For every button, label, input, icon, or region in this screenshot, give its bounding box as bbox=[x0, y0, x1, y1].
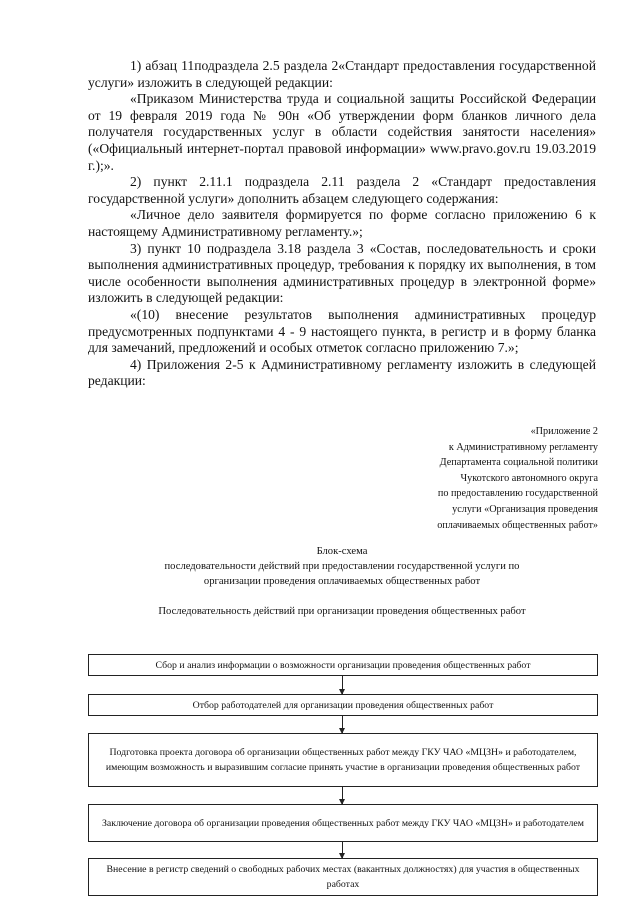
paragraph-7: 4) Приложения 2-5 к Административному регламенту изложить в следующей редакции: bbox=[88, 356, 596, 389]
flowchart-title-block bbox=[88, 544, 596, 619]
amendment-text bbox=[88, 58, 596, 390]
appendix-line: Чукотского автономного округа bbox=[460, 472, 598, 484]
appendix-header bbox=[358, 424, 598, 533]
paragraph-2: «Приказом Министерства труда и социальной защиты Российской Федерации от 19 февраля 2019 года № 90н «Об утверждении форм бланков личного дела получателя государственных услуг в области содействия занятости населения» («Официальный интернет-портал правовой информации» www.pravo.gov.ru 19.03.2019 г.);». bbox=[88, 91, 596, 173]
paragraph-6: «(10) внесение результатов выполнения административных процедур предусмотренных подпунктами 4 - 9 настоящего пункта, в регистр и в форму бланка для замечаний, предложений и особых отметок согласно приложению 7.»; bbox=[88, 306, 596, 356]
flow-step-2: Отбор работодателей для организации проведения общественных работ bbox=[88, 694, 598, 716]
flow-arrow bbox=[342, 787, 343, 804]
appendix-line: услуги «Организация проведения bbox=[452, 503, 598, 515]
flow-arrow bbox=[342, 842, 343, 858]
appendix-line: «Приложение 2 bbox=[530, 426, 598, 437]
paragraph-4: «Личное дело заявителя формируется по форме согласно приложению 6 к настоящему Административному регламенту.»; bbox=[88, 207, 596, 239]
flow-arrow bbox=[342, 716, 343, 733]
appendix-line: по предоставлению государственной bbox=[437, 488, 598, 500]
paragraph-1: 1) абзац 11подраздела 2.5 раздела 2«Стандарт предоставления государственной услуги» изложить в следующей редакции: bbox=[88, 58, 596, 90]
flow-step-1: Сбор и анализ информации о возможности организации проведения общественных работ bbox=[88, 654, 598, 676]
paragraph-3: 2) пункт 2.11.1 подраздела 2.11 раздела 2 «Стандарт предоставления государственной услуги» дополнить абзацем следующего содержания: bbox=[88, 174, 596, 206]
flowchart-subtitle: последовательности действий при предоставлении государственной услуги по bbox=[164, 561, 520, 572]
flow-step-5: Внесение в регистр сведений о свободных рабочих местах (вакантных должностях) для участия в общественных работах bbox=[88, 858, 598, 896]
flowchart-subtitle: организации проведения оплачиваемых общественных работ bbox=[203, 576, 481, 587]
paragraph-5: 3) пункт 10 подраздела 3.18 раздела 3 «Состав, последовательность и сроки выполнения административных процедур, требования к порядку их выполнения, в том числе особенности выполнения административных процедур в электронной форме» изложить в следующей редакции: bbox=[88, 240, 596, 306]
appendix-line: оплачиваемых общественных работ» bbox=[437, 519, 598, 531]
appendix-line: Департамента социальной политики bbox=[439, 457, 598, 469]
flow-arrow bbox=[342, 676, 343, 694]
flowchart-title: Блок-схема bbox=[316, 546, 368, 557]
flow-step-3: Подготовка проекта договора об организации общественных работ между ГКУ ЧАО «МЦЗН» и работодателем, имеющим возможность и выразившим согласие принять участие в организации проведения общественных работ bbox=[88, 733, 598, 787]
section-heading: Последовательность действий при организации проведения общественных работ bbox=[158, 606, 526, 617]
flow-step-4: Заключение договора об организации проведения общественных работ между ГКУ ЧАО «МЦЗН» и работодателем bbox=[88, 804, 598, 842]
appendix-line: к Административному регламенту bbox=[448, 441, 598, 453]
